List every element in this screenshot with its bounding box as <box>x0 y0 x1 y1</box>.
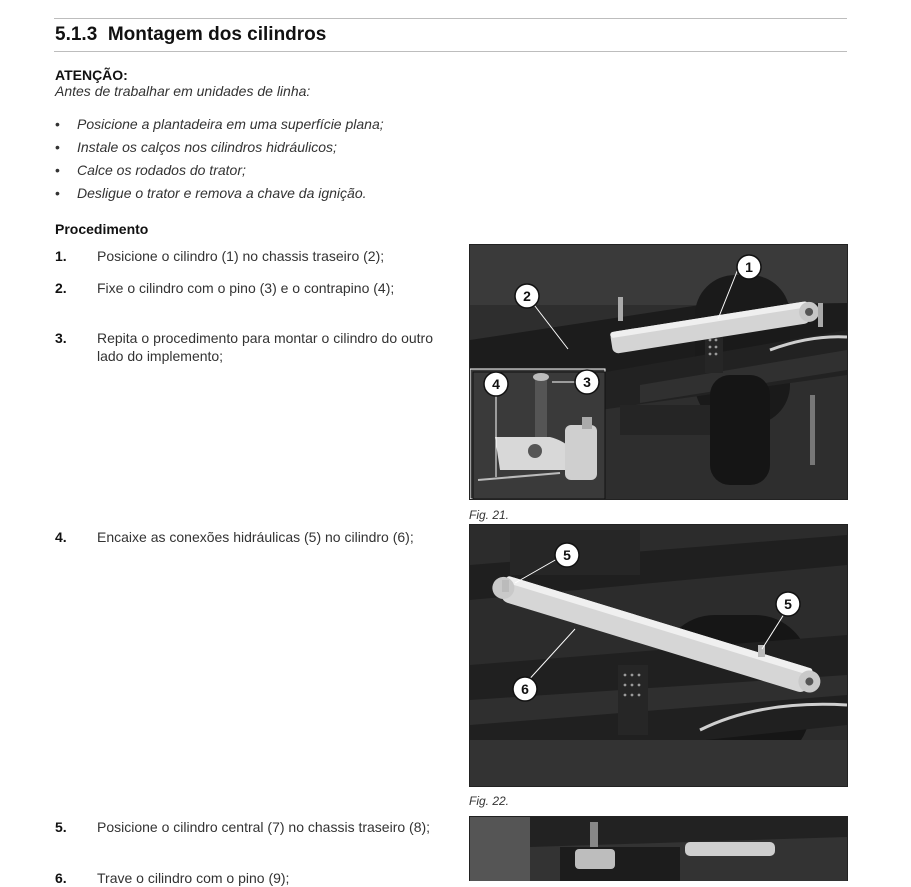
step-text: Posicione o cilindro (1) no chassis traseiro (2); <box>97 248 385 264</box>
step-text: Trave o cilindro com o pino (9); <box>97 870 290 886</box>
callout <box>575 370 599 394</box>
svg-text:1: 1 <box>745 259 753 275</box>
procedure-heading: Procedimento <box>55 221 149 237</box>
svg-text:4: 4 <box>492 376 500 392</box>
figure-21-caption: Fig. 21. <box>469 508 510 522</box>
attention-heading: ATENÇÃO: <box>55 67 128 83</box>
step-text: Posicione o cilindro central (7) no chassis traseiro (8); <box>97 819 431 835</box>
attention-intro: Antes de trabalhar em unidades de linha: <box>55 83 311 99</box>
procedure-step <box>55 869 433 887</box>
figure-22-caption: Fig. 22. <box>469 794 510 808</box>
callout <box>776 592 800 616</box>
step-number: 5. <box>55 819 67 835</box>
step-number: 1. <box>55 248 67 264</box>
callout <box>515 284 539 308</box>
procedure-step <box>55 528 433 546</box>
callout <box>555 543 579 567</box>
title-underline <box>54 51 847 52</box>
list-item: • Instale os calços nos cilindros hidráulicos; <box>55 137 384 160</box>
figure-23 <box>469 816 848 881</box>
list-item: • Calce os rodados do trator; <box>55 160 384 183</box>
figure-22 <box>469 524 848 787</box>
attention-list <box>55 114 384 206</box>
callout <box>484 372 508 396</box>
procedure-step <box>55 329 433 365</box>
figure-22-illustration <box>470 525 847 786</box>
step-text: Encaixe as conexões hidráulicas (5) no cilindro (6); <box>97 529 414 545</box>
procedure-step <box>55 279 433 297</box>
step-number: 3. <box>55 330 67 346</box>
svg-text:3: 3 <box>583 374 591 390</box>
step-number: 6. <box>55 870 67 886</box>
svg-text:2: 2 <box>523 288 531 304</box>
section-title: 5.1.3 Montagem dos cilindros <box>55 24 327 45</box>
callout <box>513 677 537 701</box>
procedure-step <box>55 247 433 265</box>
top-rule <box>54 18 847 19</box>
figure-21-illustration <box>470 245 847 499</box>
figure-23-illustration <box>470 817 847 881</box>
svg-text:5: 5 <box>784 596 792 612</box>
step-number: 2. <box>55 280 67 296</box>
callout <box>737 255 761 279</box>
step-number: 4. <box>55 529 67 545</box>
list-item: • Desligue o trator e remova a chave da ignição. <box>55 183 384 206</box>
svg-text:5: 5 <box>563 547 571 563</box>
svg-text:6: 6 <box>521 681 529 697</box>
step-text: Repita o procedimento para montar o cilindro do outro lado do implemento; <box>97 330 433 364</box>
step-text: Fixe o cilindro com o pino (3) e o contrapino (4); <box>97 280 395 296</box>
list-item: • Posicione a plantadeira em uma superfície plana; <box>55 114 384 137</box>
figure-21 <box>469 244 848 500</box>
procedure-step <box>55 818 433 836</box>
